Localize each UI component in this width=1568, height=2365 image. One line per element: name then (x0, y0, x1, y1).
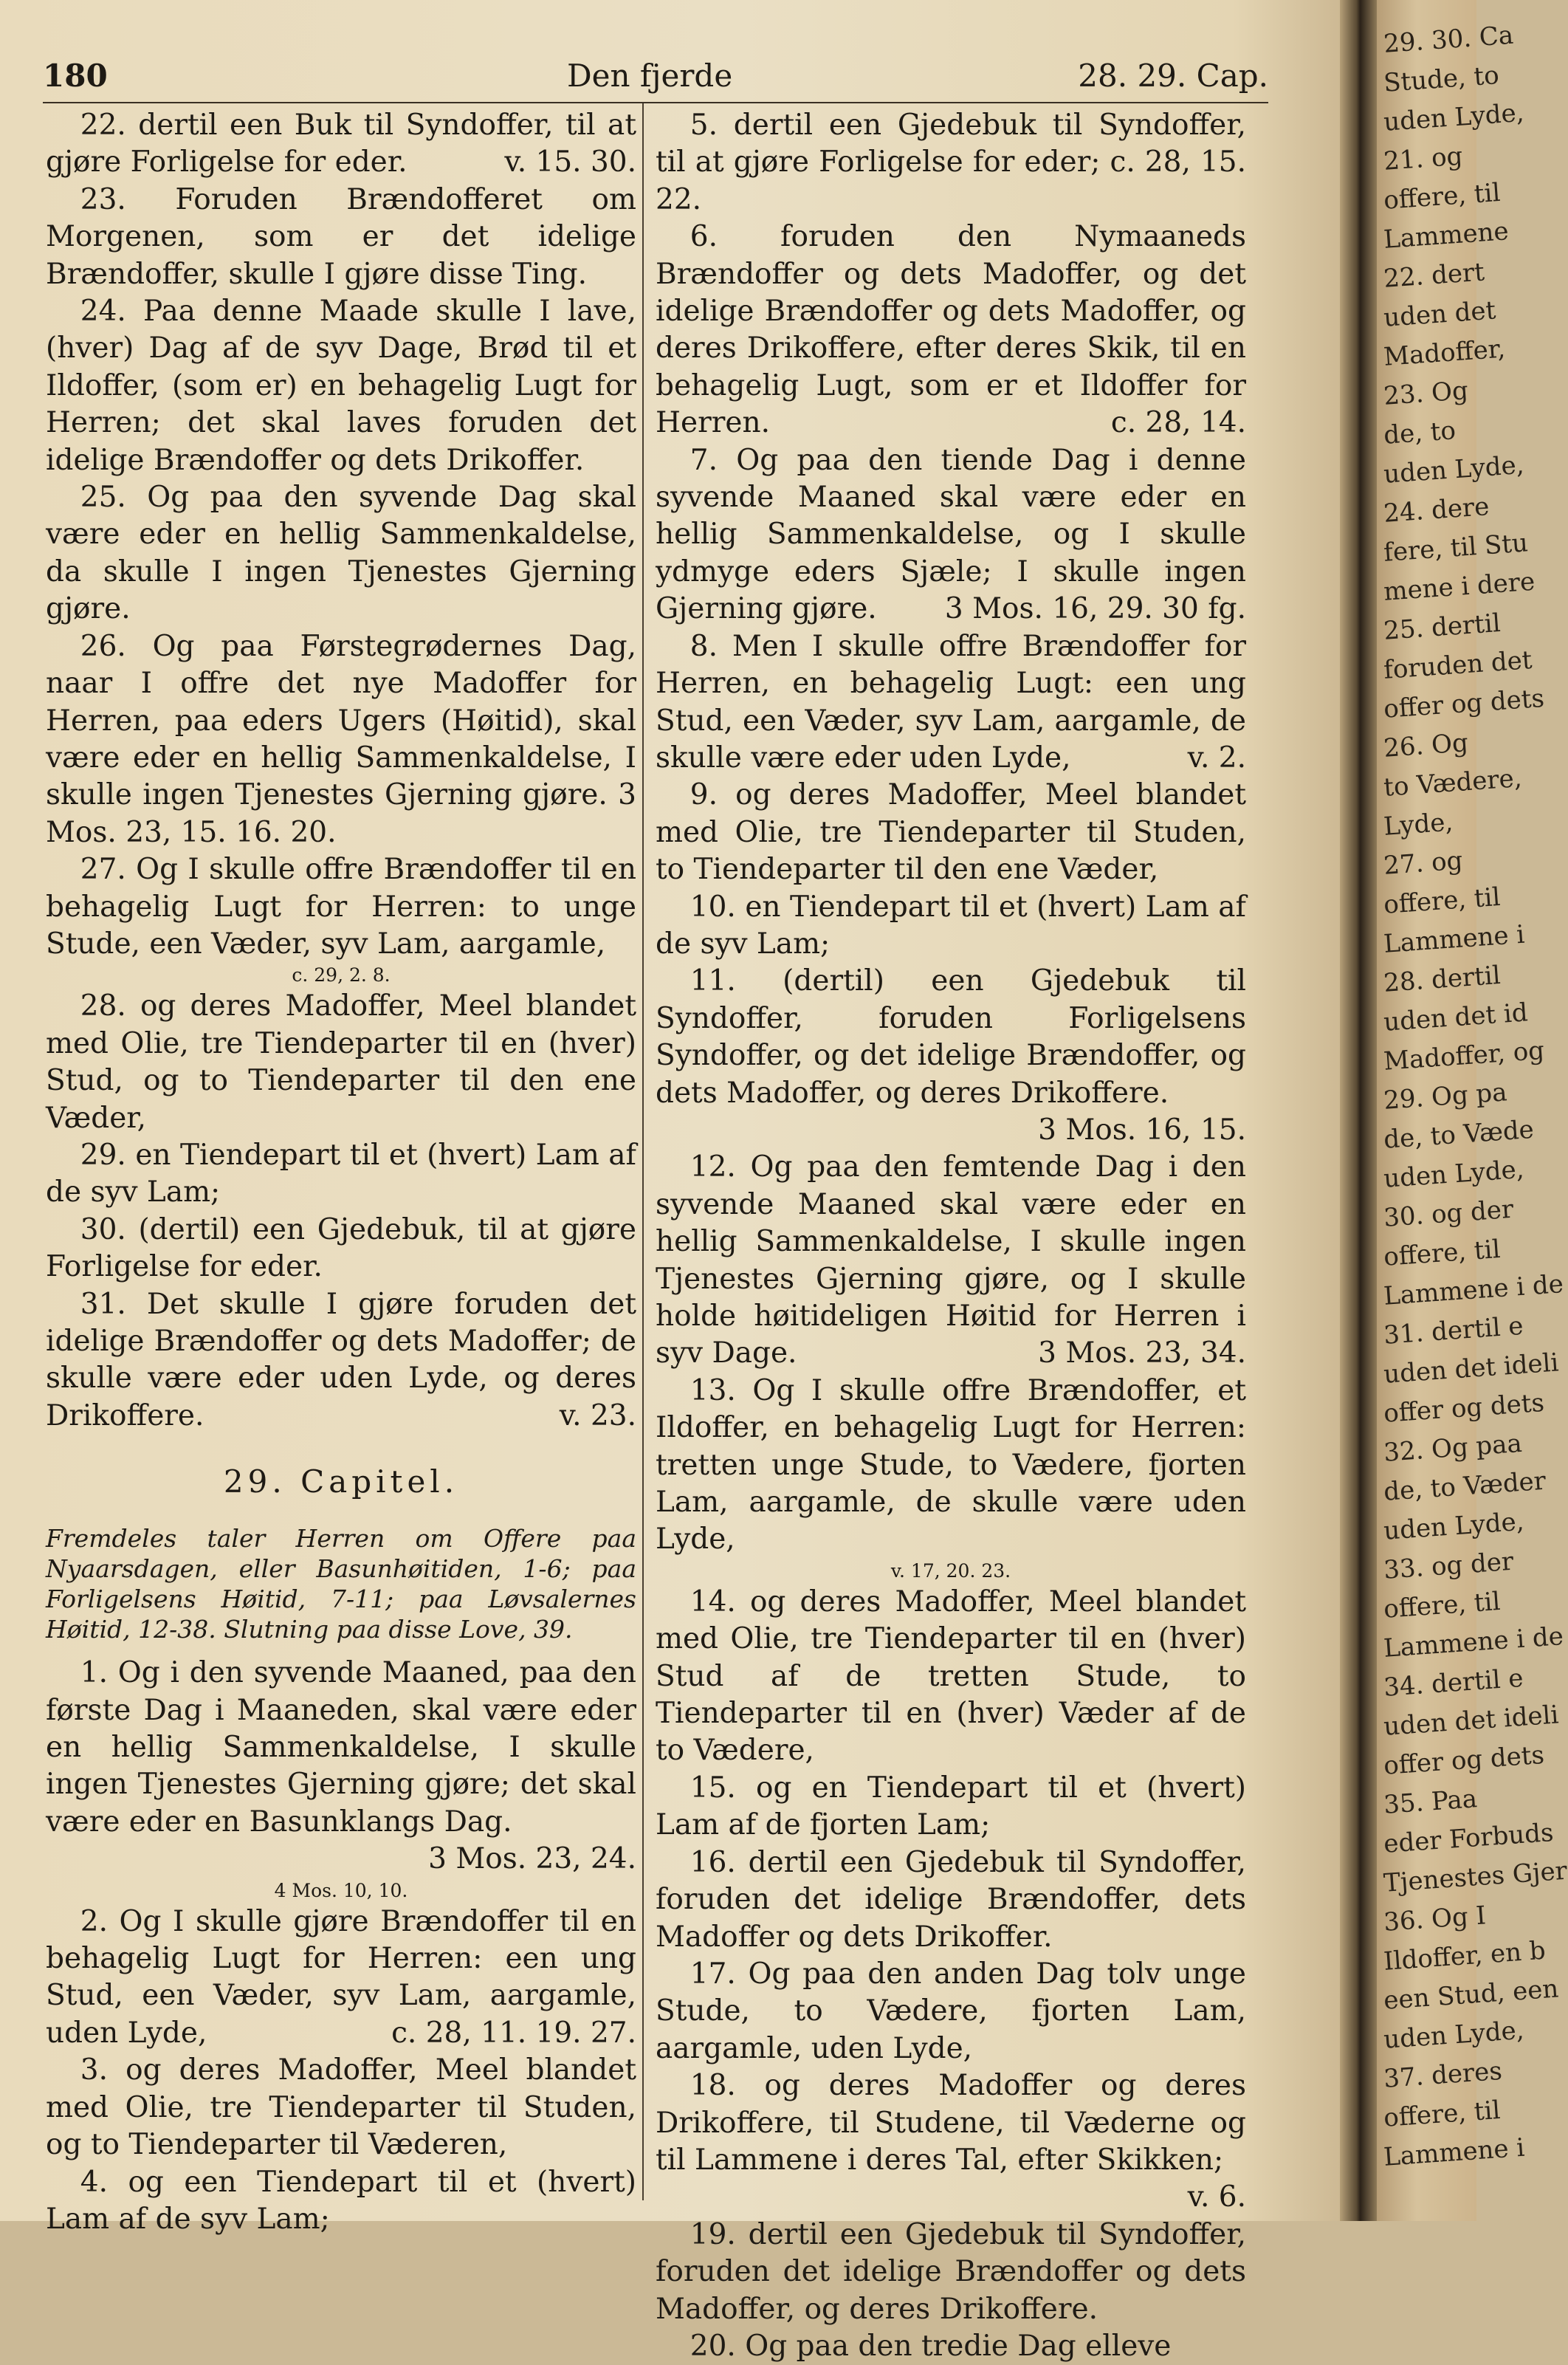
verse (656, 1956, 1246, 2067)
verse-text: 7. Og paa den tiende Dag i denne syvende Maaned skal være eder en hellig Sammenkaldelse, og I skulle ydmyge eders Sjæle; I skulle ingen Gjerning gjøre. (656, 443, 1246, 626)
verse-text: 25. Og paa den syvende Dag skal være eder en hellig Sammenkaldelse, da skulle I ingen Tjenestes Gjerning gjøre. (46, 481, 636, 626)
next-page-fragment: Lammene i (1383, 919, 1526, 959)
page-number: 180 (43, 58, 108, 94)
next-page-fragment: 37. deres (1383, 2056, 1503, 2094)
book-gutter (1340, 0, 1377, 2221)
verse-text: 9. og deres Madoffer, Meel blandet med Olie, tre Tiendeparter til Studen, to Tiendeparter til den ene Væder, (656, 778, 1246, 887)
verse (46, 1904, 636, 2053)
next-page-fragment: Madoffer, (1383, 334, 1507, 372)
verse-reference: 3 Mos. 16, 15. (1019, 1113, 1246, 1147)
next-page-fragment: fere, til Stu (1383, 528, 1530, 568)
next-page-fragment: Lammene i de (1383, 1621, 1565, 1664)
verse-text: 5. dertil een Gjedebuk til Syndoffer, til at gjøre Forligelse for eder; c. 28, 15. 22. (656, 109, 1246, 216)
verse (656, 1149, 1246, 1372)
verse-text: 20. Og paa den tredie Dag elleve (690, 2329, 1172, 2363)
verse-text: 4. og een Tiendepart til et (hvert) Lam af de syv Lam; (46, 2165, 636, 2236)
next-page-fragment: Madoffer, og (1383, 1035, 1546, 1077)
next-page-fragment: 33. og der (1383, 1546, 1515, 1585)
verse-text: 28. og deres Madoffer, Meel blandet med Olie, tre Tiendeparter til en (hver) Stud, og to Tiendeparter til den ene Væder, (46, 989, 636, 1135)
verse (656, 889, 1246, 964)
next-page-fragment: uden det id (1383, 998, 1529, 1037)
right-column (656, 107, 1246, 2365)
header-rule (43, 102, 1268, 103)
next-page-fragment: mene i dere (1383, 566, 1536, 607)
verse (656, 219, 1246, 442)
verse (46, 2164, 636, 2239)
next-page-fragment: de, to Væde (1383, 1114, 1536, 1155)
next-page-fragment: 22. dert (1383, 257, 1486, 294)
page-header (43, 58, 1268, 102)
verse-text: 17. Og paa den anden Dag tolv unge Stude, to Vædere, fjorten Lam, aargamle, uden Lyde, (656, 1957, 1246, 2065)
verse-text: 16. dertil een Gjedebuk til Syndoffer, foruden det idelige Brændoffer, dets Madoffer og dets Drikoffer. (656, 1845, 1246, 1954)
verse-text: 24. Paa denne Maade skulle I lave, (hver) Dag af de syv Dage, Brød til et Ildoffer, (som er) en behagelig Lugt for Herren; det skal laves foruden det idelige Brændoffer og dets Drikoffer. (46, 295, 636, 477)
next-page-fragment: 27. og (1383, 845, 1464, 881)
next-page-fragment: eder Forbuds (1383, 1817, 1555, 1859)
next-page-fragment: foruden det (1383, 645, 1533, 685)
verse (46, 293, 636, 479)
verse (656, 628, 1246, 778)
verse (46, 851, 636, 963)
verse-text: 27. Og I skulle offre Brændoffer til en behagelig Lugt for Herren: to unge Stude, een Væder, syv Lam, aargamle, (46, 853, 636, 961)
verse (46, 1137, 636, 1212)
next-page-fragment: Ildoffer, en b (1383, 1935, 1547, 1977)
cross-reference: c. 29, 2. 8. (292, 964, 391, 986)
next-page-fragment: uden Lyde, (1383, 97, 1525, 137)
verse-text: 23. Foruden Brændofferet om Morgenen, som er det idelige Brændoffer, skulle I gjøre disse Ting. (46, 182, 636, 291)
next-page-fragment: 24. dere (1383, 492, 1490, 529)
verse-text: 15. og en Tiendepart til et (hvert) Lam af de fjorten Lam; (656, 1771, 1246, 1842)
verse (656, 2328, 1246, 2365)
verse (46, 2052, 636, 2163)
verse-text: 1. Og i den syvende Maaned, paa den første Dag i Maaneden, skal være eder en hellig Sammenkaldelse, I skulle ingen Tjenestes Gjerning gjøre; det skal være eder en Basunklangs Dag. (46, 1656, 636, 1839)
verse-text: 2. Og I skulle gjøre Brændoffer til en behagelig Lugt for Herren: een ung Stud, een Væder, syv Lam, aargamle, uden Lyde, (46, 1904, 636, 2050)
next-page-fragment: 26. Og (1383, 728, 1470, 763)
next-page-fragment: de, to Væder (1383, 1466, 1547, 1507)
verse (656, 1844, 1246, 1956)
verse-text: 30. (dertil) een Gjedebuk, til at gjøre Forligelse for eder. (46, 1212, 636, 1284)
verse (656, 107, 1246, 219)
chapter-heading: 29. Capitel. (223, 1463, 459, 1500)
next-page-fragment: Stude, to (1383, 61, 1500, 98)
verse (656, 1373, 1246, 1559)
verse-text: 22. dertil een Buk til Syndoffer, til at gjøre Forligelse for eder. (46, 109, 636, 179)
next-page-fragment: offere, til (1383, 1586, 1502, 1624)
verse-text: 31. Det skulle I gjøre foruden det idelige Brændoffer og dets Madoffer; de skulle være eder uden Lyde, og deres Drikoffere. (46, 1287, 636, 1432)
verse-text: 6. foruden den Nymaaneds Brændoffer og dets Madoffer, og det idelige Brændoffer og dets Madoffer, og deres Drikoffere, efter deres Skik, til en behagelig Lugt, som er et Ildoffer for Herren. (656, 220, 1246, 440)
next-page-fragment: 25. dertil (1383, 608, 1502, 646)
next-page-fragment: 30. og der (1383, 1194, 1515, 1233)
verse (46, 479, 636, 628)
cross-reference: v. 17, 20. 23. (890, 1559, 1011, 1582)
verse (656, 2067, 1246, 2217)
next-page-fragment: Tjenestes Gjer (1383, 1856, 1568, 1898)
next-page-fragment: 21. og (1383, 141, 1464, 176)
verse-reference: 3 Mos. 16, 29. 30 fg. (926, 592, 1246, 626)
cross-reference: 4 Mos. 10, 10. (274, 1879, 408, 1901)
column-divider (642, 103, 644, 2200)
next-page-fragment: 32. Og paa (1383, 1428, 1523, 1468)
verse-text: 29. en Tiendepart til et (hvert) Lam af de syv Lam; (46, 1138, 636, 1209)
left-verses (46, 107, 636, 1435)
next-page-fragment: offere, til (1383, 882, 1502, 920)
next-page-fragment: uden Lyde, (1383, 2015, 1525, 2055)
verse (46, 107, 636, 182)
next-page-fragment: offere, til (1383, 177, 1502, 216)
verse (656, 1584, 1246, 1770)
next-page-fragment: offere, til (1383, 2095, 1502, 2133)
verse-reference: 3 Mos. 23, 24. (410, 1842, 636, 1876)
verse-reference: v. 6. (1169, 2180, 1246, 2214)
running-title: Den fjerde (567, 58, 733, 94)
verse-reference: c. 28, 11. 19. 27. (373, 2016, 636, 2050)
verse-reference: c. 28, 14. (1093, 406, 1246, 440)
verse-text: 12. Og paa den femtende Dag i den syvende Maaned skal være eder en hellig Sammenkaldelse, I skulle ingen Tjenestes Gjerning gjøre, og I skulle holde høitideligen Høitid for Herren i syv Dage. (656, 1150, 1246, 1370)
verse-text: 14. og deres Madoffer, Meel blandet med Olie, tre Tiendeparter til en (hver) Stud af de tretten Stude, to Tiendeparter til en (hver) Væder af de to Vædere, (656, 1585, 1246, 1768)
next-page-fragment: 29. 30. Ca (1383, 20, 1515, 59)
next-page-fragment: Lyde, (1383, 807, 1454, 842)
verse-text: 19. dertil een Gjedebuk til Syndoffer, foruden det idelige Brændoffer og dets Madoffer, og deres Drikoffere. (656, 2217, 1246, 2326)
chapter-range: 28. 29. Cap. (1078, 58, 1268, 94)
next-page-fragment: to Vædere, (1383, 763, 1523, 803)
next-page-fragment: offer og dets (1383, 683, 1546, 724)
next-page-fragment: offere, til (1383, 1234, 1502, 1272)
next-page-edge (1377, 0, 1568, 2221)
verse-reference: v. 23. (540, 1398, 636, 1432)
verse (46, 1212, 636, 1286)
verse-reference: 3 Mos. 23, 34. (1019, 1336, 1246, 1370)
verse (656, 442, 1246, 628)
next-page-fragment: 34. dertil e (1383, 1663, 1524, 1703)
verse-text: 26. Og paa Førstegrødernes Dag, naar I offre det nye Madoffer for Herren, paa eders Ugers (Høitid), skal være eder en hellig Sammenkaldelse, I skulle ingen Tjenestes Gjerning gjøre. 3 Mos. 23, 15. 16. 20. (46, 629, 636, 849)
next-page-fragment: Lammene i (1383, 2132, 1526, 2172)
verse (46, 1286, 636, 1435)
verse (46, 1655, 636, 1878)
next-page-fragment: 28. dertil (1383, 960, 1502, 998)
next-page-fragment: een Stud, een (1383, 1974, 1560, 2016)
next-page-fragment: 36. Og I (1383, 1901, 1488, 1937)
verse (656, 1770, 1246, 1844)
next-page-fragment: uden Lyde, (1383, 450, 1525, 490)
verse-text: 3. og deres Madoffer, Meel blandet med Olie, tre Tiendeparter til Studen, og to Tiendeparter til Væderen, (46, 2053, 636, 2162)
verse (46, 182, 636, 293)
verse (656, 2217, 1246, 2328)
right-verses (656, 107, 1246, 2365)
verse-reference: v. 2. (1169, 741, 1246, 775)
next-page-fragment: 31. dertil e (1383, 1311, 1524, 1350)
next-page-fragment: uden det ideli (1383, 1700, 1560, 1742)
next-page-fragment: 23. Og (1383, 376, 1470, 411)
next-page-fragment: uden det (1383, 295, 1497, 333)
verse (656, 963, 1246, 1149)
verse-text: 8. Men I skulle offre Brændoffer for Herren, en behagelig Lugt: een ung Stud, een Væder, syv Lam, aargamle, de skulle være eder uden Lyde, (656, 629, 1246, 775)
verse-text: 10. en Tiendepart til et (hvert) Lam af de syv Lam; (656, 890, 1246, 961)
verse-text: 11. (dertil) een Gjedebuk til Syndoffer, foruden Forligelsens Syndoffer, og det idelige Brændoffer, og dets Madoffer, og deres Drikoffere. (656, 964, 1246, 1110)
verse-text: 13. Og I skulle offre Brændoffer, et Ildoffer, en behagelig Lugt for Herren: tretten unge Stude, to Vædere, fjorten Lam, aargamle, de skulle være uden Lyde, (656, 1373, 1246, 1556)
next-page-fragment: uden det ideli (1383, 1348, 1560, 1390)
next-page-fragment: de, to (1383, 416, 1457, 450)
next-page-fragment: uden Lyde, (1383, 1154, 1525, 1194)
next-page-fragment: uden Lyde, (1383, 1506, 1525, 1546)
verse-text: 18. og deres Madoffer og deres Drikoffere, til Studene, til Væderne og til Lammene i deres Tal, efter Skikken; (656, 2069, 1246, 2177)
left-column (46, 107, 636, 2238)
next-page-fragment: offer og dets (1383, 1387, 1546, 1429)
next-page-fragment: offer og dets (1383, 1740, 1546, 1781)
chapter-summary: Fremdeles taler Herren om Offere paa Nyaarsdagen, eller Basunhøitiden, 1-6; paa Forligelsens Høitid, 7-11; paa Løvsalernes Høitid, 12-38. Slutning paa disse Love, 39. (46, 1524, 636, 1644)
verse (46, 988, 636, 1137)
verse-reference: v. 15. 30. (486, 145, 636, 179)
next-page-fragment: Lammene i de (1383, 1269, 1565, 1311)
next-page-fragment: 29. Og pa (1383, 1077, 1508, 1116)
verse (656, 777, 1246, 888)
next-page-fragment: 35. Paa (1383, 1784, 1479, 1820)
next-page-fragment: Lammene (1383, 216, 1510, 255)
verse (46, 628, 636, 851)
chapter-verses (46, 1655, 636, 2238)
